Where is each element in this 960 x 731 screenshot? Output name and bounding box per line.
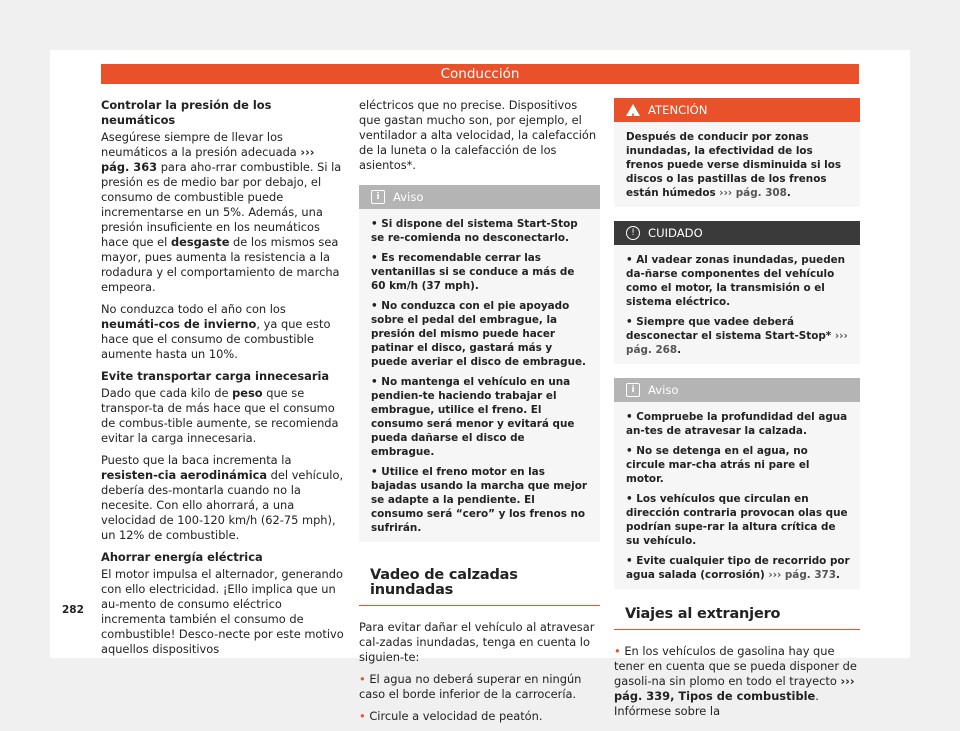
column-1 <box>101 98 344 664</box>
paragraph: Para evitar dañar el vehículo al atravesar cal-zadas inundadas, tenga en cuenta lo siguien-te: <box>359 620 595 664</box>
note-box <box>359 185 600 542</box>
list-item: • Si dispone del sistema Start-Stop se re-comienda no desconectarlo. <box>371 217 590 245</box>
paragraph: No conduzca todo el año con los neumáti-cos de invierno, ya que esto hace que el consumo de combustible aumente hasta un 10%. <box>101 302 331 361</box>
warning-box <box>614 98 860 207</box>
info-icon: i <box>371 190 385 204</box>
note-body <box>614 402 860 589</box>
caution-header: ! CUIDADO <box>614 221 860 245</box>
page-reference[interactable]: ››› pág. 373 <box>768 569 837 581</box>
heading-cargo: Evite transportar carga innecesaria <box>101 369 330 383</box>
list-item: • Utilice el freno motor en las bajadas usando la marcha que mejor se adapte a la pendiente. El consumo será “cero” y los frenos no sufrirán. <box>371 465 590 535</box>
note-box <box>614 378 860 589</box>
info-icon: i <box>626 383 640 397</box>
list-item: • Al vadear zonas inundadas, pueden da-ñarse componentes del vehículo como el motor, la transmisión o el sistema eléctrico. <box>626 253 850 309</box>
list-item: • No conduzca con el pie apoyado sobre el pedal del embrague, la presión del mismo puede hacer patinar el disco, gastará más y puede averiar el disco de embrague. <box>371 299 590 369</box>
paragraph: Puesto que la baca incrementa la resisten-cia aerodinámica del vehículo, debería des-montarla cuando no la necesite. Con ello ahorrará, a una velocidad de 100-120 km/h (62-75 mph), un 12% de combustible. <box>101 453 344 542</box>
heading-tire-pressure: Controlar la presión de los neumáticos <box>101 98 272 127</box>
caution-body <box>614 245 860 364</box>
list-item: • El agua no deberá superar en ningún caso el borde inferior de la carrocería. <box>359 672 600 702</box>
column-3 <box>614 98 860 726</box>
list-item: • Compruebe la profundidad del agua an-tes de atravesar la calzada. <box>626 410 850 438</box>
caution-icon: ! <box>626 226 640 240</box>
list-item: • No mantenga el vehículo en una pendien-te haciendo trabajar el embrague, utilice el freno. El consumo será menor y evitará que pueda dañarse el disco de embrague. <box>371 375 590 459</box>
caution-box <box>614 221 860 364</box>
list-item: • Evite cualquier tipo de recorrido por agua salada (corrosión) ››› pág. 373. <box>626 554 850 582</box>
list-item: • Circule a velocidad de peatón. <box>359 709 600 724</box>
note-header: i Aviso <box>614 378 860 402</box>
note-body <box>359 209 600 542</box>
page-reference[interactable]: ››› pág. 308 <box>719 187 787 199</box>
paragraph: Asegúrese siempre de llevar los neumáticos a la presión adecuada ››› pág. 363 para aho-rrar combustible. Si la presión es de medio bar por debajo, el consumo de combustible puede incrementarse en un 5%. Además, una presión insuficiente en los neumáticos hace que el desgaste de los mismos sea mayor, pues aumenta la resistencia a la rodadura y el comportamiento de marcha empeora. <box>101 130 342 294</box>
page-reference[interactable]: ››› pág. 268 <box>626 330 848 356</box>
paragraph: eléctricos que no precise. Dispositivos que gastan mucho son, por ejemplo, el ventilador a alta velocidad, la calefacción de la luneta o la calefacción de los asientos*. <box>359 98 597 172</box>
warning-header: ! ATENCIÓN <box>614 98 860 122</box>
list-item: • No se detenga en el agua, no circule mar-cha atrás ni pare el motor. <box>626 444 850 486</box>
column-2 <box>359 98 600 731</box>
heading-electric-energy: Ahorrar energía eléctrica <box>101 550 263 564</box>
paragraph: • En los vehículos de gasolina hay que tener en cuenta que se pueda disponer de gasoli-na sin plomo en todo el trayecto ››› pág. 339, Tipos de combustible. Infórmese sobre la <box>614 644 860 719</box>
section-title-flooded-roads: Vadeo de calzadas inundadas <box>359 568 600 606</box>
chapter-header: Conducción <box>101 64 859 84</box>
page-number: 282 <box>62 604 84 616</box>
paragraph: El motor impulsa el alternador, generando con ello electricidad. ¡Ello implica que un au-mento de consumo eléctrico incrementa también el consumo de combustible! Desco-necte por este motivo aquellos dispositivos <box>101 567 344 656</box>
warning-body: Después de conducir por zonas inundadas, la efectividad de los frenos puede verse disminuida si los discos o las pastillas de los frenos están húmedos ››› pág. 308. <box>626 131 842 199</box>
warning-icon: ! <box>626 104 640 116</box>
page-reference[interactable]: ››› pág. 363 <box>101 145 315 174</box>
list-item: • Siempre que vadee deberá desconectar el sistema Start-Stop* ››› pág. 268. <box>626 315 850 357</box>
list-item: • Los vehículos que circulan en dirección contraria provocan olas que podrían supe-rar la altura crítica de su vehículo. <box>626 492 850 548</box>
page-reference[interactable]: ››› pág. 339, Tipos de combustible <box>614 674 855 703</box>
note-header: i Aviso <box>359 185 600 209</box>
section-title-travel-abroad: Viajes al extranjero <box>614 607 860 630</box>
list-item: • Es recomendable cerrar las ventanillas si se conduce a más de 60 km/h (37 mph). <box>371 251 590 293</box>
paragraph: Dado que cada kilo de peso que se transpor-ta de más hace que el consumo de combus-tible aumente, se recomienda evitar la carga innecesaria. <box>101 386 339 445</box>
